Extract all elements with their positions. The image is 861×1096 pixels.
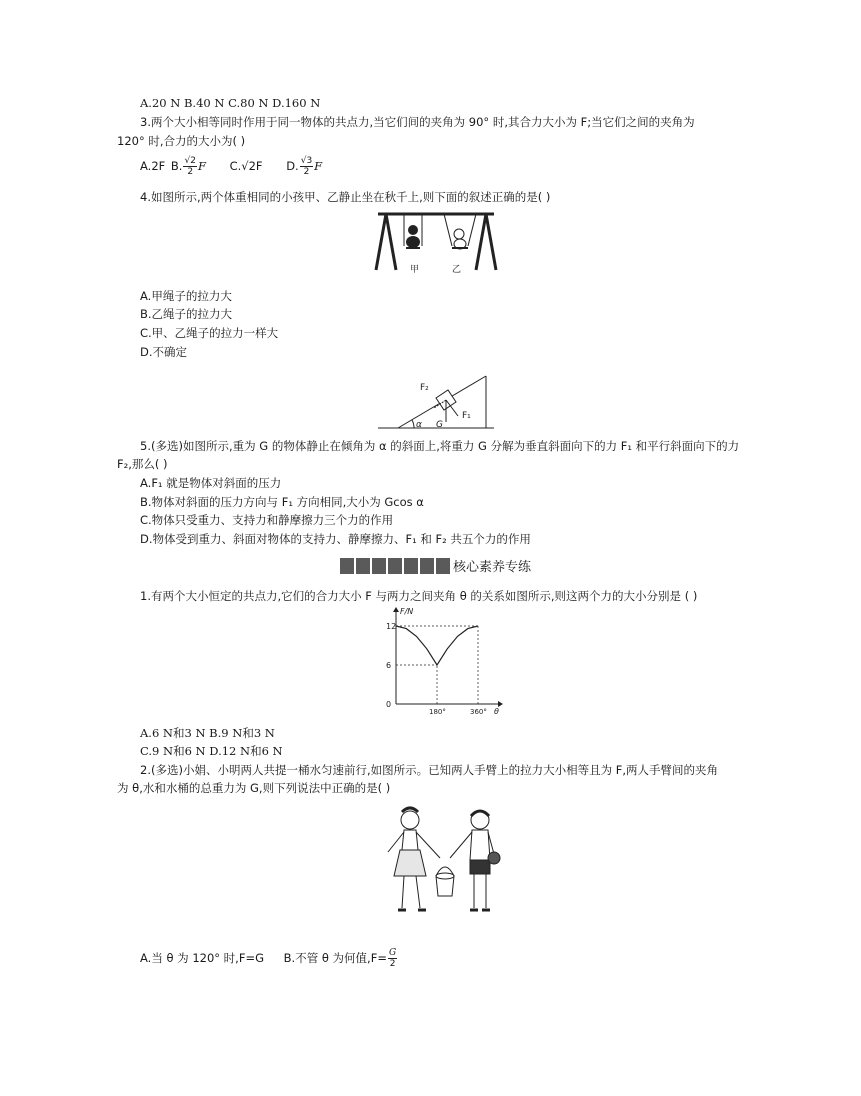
- x-axis-label: θ: [494, 707, 499, 716]
- s2-option-a: A.当 θ 为 120° 时,F=G: [140, 951, 264, 965]
- q4-option-c: C.甲、乙绳子的拉力一样大: [140, 326, 279, 340]
- f2-label: F₂: [420, 383, 429, 393]
- g-label: G: [436, 420, 443, 430]
- incline-figure: [376, 372, 496, 432]
- s1-stem: 1.有两个大小恒定的共点力,它们的合力大小 F 与两力之间夹角 θ 的关系如图所示,则这两个力的大小分别是 ( ): [140, 589, 698, 603]
- y-axis-label: F/N: [400, 607, 414, 616]
- f1-label: F₁: [462, 411, 471, 421]
- force-angle-chart: [376, 604, 506, 716]
- banner-decoration: [340, 558, 452, 574]
- child-yi: [452, 229, 468, 249]
- alpha-label: α: [416, 420, 422, 430]
- angle-arc: [412, 420, 414, 428]
- s1-options-line2: C.9 N和6 N D.12 N和6 N: [140, 744, 283, 758]
- q4-option-a: A.甲绳子的拉力大: [140, 289, 232, 303]
- q4-option-d: D.不确定: [140, 345, 188, 359]
- y-tick-label: 6: [386, 661, 392, 670]
- q5-option-c: C.物体只受重力、支持力和静摩擦力三个力的作用: [140, 513, 394, 527]
- q5-stem-line1: 5.(多选)如图所示,重为 G 的物体静止在倾角为 α 的斜面上,将重力 G 分解为垂直斜面向下的力 F₁ 和平行斜面向下的力: [140, 439, 740, 453]
- q3-option-b: B. $\frac{√2}{2}$ F: [170, 156, 206, 177]
- q4-option-b: B.乙绳子的拉力大: [140, 307, 233, 321]
- s2-options: [140, 948, 398, 969]
- x-tick-label: 180°: [429, 708, 446, 716]
- section-banner: [340, 556, 531, 575]
- boy-figure: [450, 811, 500, 910]
- girl-figure: [388, 808, 440, 910]
- s2-stem-line2: 为 θ,水和水桶的总重力为 G,则下列说法中正确的是( ): [117, 781, 391, 795]
- y-axis-arrow: [393, 607, 399, 612]
- y-tick-label: 0: [386, 700, 392, 709]
- q5-option-d: D.物体受到重力、斜面对物体的支持力、静摩擦力、F₁ 和 F₂ 共五个力的作用: [140, 532, 531, 546]
- label-jia: 甲: [410, 265, 420, 275]
- q3-options: [140, 156, 322, 177]
- child-jia: [406, 225, 420, 248]
- bucket: [436, 867, 454, 896]
- s2-option-b: B.不管 θ 为何值,F= $\frac{G}{2}$: [283, 948, 397, 969]
- swing-frame: [376, 214, 496, 270]
- q3-option-a: A.2F: [140, 159, 166, 173]
- q2-options: A.20 N B.40 N C.80 N D.160 N: [140, 96, 321, 110]
- children-bucket-figure: [380, 800, 504, 924]
- label-yi: 乙: [452, 265, 462, 275]
- q4-stem: 4.如图所示,两个体重相同的小孩甲、乙静止坐在秋千上,则下面的叙述正确的是( ): [140, 190, 551, 204]
- q5-option-b: B.物体对斜面的压力方向与 F₁ 方向相同,大小为 Gcos α: [140, 495, 424, 509]
- resultant-force-curve: [396, 626, 478, 665]
- x-tick-label: 360°: [470, 708, 487, 716]
- q3-stem-line1: 3.两个大小相等同时作用于同一物体的共点力,当它们间的夹角为 90° 时,其合力大小为 F;当它们之间的夹角为: [140, 115, 695, 129]
- q5-stem-line2: F₂,那么( ): [117, 457, 168, 471]
- y-tick-label: 12: [386, 622, 397, 631]
- s1-options-line1: A.6 N和3 N B.9 N和3 N: [140, 726, 275, 740]
- q3-stem-line2: 120° 时,合力的大小为( ): [117, 134, 246, 148]
- swing-figure: [372, 208, 500, 276]
- section-title: 核心素养专练: [453, 560, 532, 575]
- q3-option-c: C.√2F: [229, 159, 263, 173]
- q5-option-a: A.F₁ 就是物体对斜面的压力: [140, 476, 282, 490]
- s2-stem-line1: 2.(多选)小娟、小明两人共提一桶水匀速前行,如图所示。已知两人手臂上的拉力大小相等且为 F,两人手臂间的夹角: [140, 763, 719, 777]
- q3-option-d: D. $\frac{√3}{2}$ F: [286, 156, 323, 177]
